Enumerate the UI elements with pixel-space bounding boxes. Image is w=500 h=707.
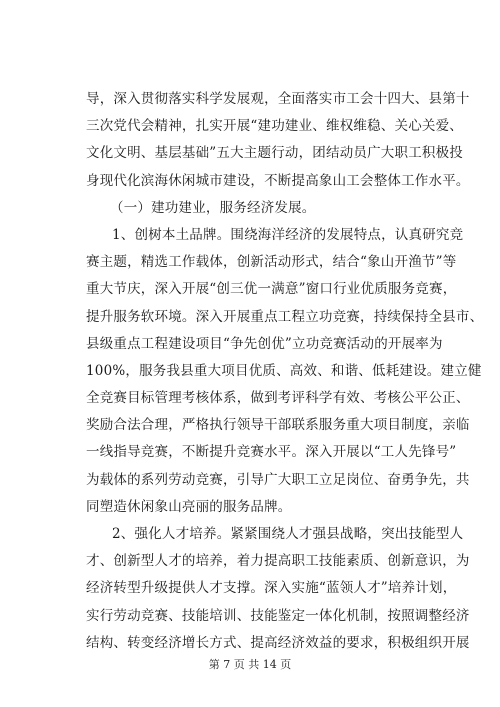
text-line: 为载体的系列劳动竞赛，引导广大职工立足岗位、奋勇争先，共 [86, 471, 470, 488]
text-line: 重大节庆，深入开展“创三优一满意”窗口行业优质服务竞赛， [86, 281, 457, 298]
text-line: 提升服务软环境。深入开展重点工程立功竞赛，持续保持全县市、 [86, 308, 484, 325]
paragraph-start-line: 1、创树本土品牌。围绕海洋经济的发展特点，认真研究竞 [112, 226, 464, 243]
text-line: 文化文明、基层基础”五大主题行动，团结动员广大职工积极投 [86, 145, 464, 162]
text-line: 县级重点工程建设项目“争先创优”立功竞赛活动的开展率为 [86, 335, 443, 352]
text-line: 赛主题，精选工作载体，创新活动形式，结合“象山开渔节”等 [86, 254, 457, 271]
text-line: 100%，服务我县重大项目优质、高效、和谐、低耗建设。建立健 [86, 362, 482, 379]
text-line: 一线指导竞赛，不断提升竞赛水平。深入开展以“工人先锋号” [86, 444, 457, 461]
section-heading: （一）建功建业，服务经济发展。 [110, 199, 316, 216]
text-line: 才、创新型人才的培养，着力提高职工技能素质、创新意识，为 [86, 553, 470, 570]
text-line: 同塑造休闲象山亮丽的服务品牌。 [86, 498, 292, 515]
text-line: 奖励合法合理，严格执行领导干部联系服务重大项目制度，亲临 [86, 417, 470, 434]
text-line: 经济转型升级提供人才支撑。深入实施“蓝领人才”培养计划， [86, 580, 457, 597]
text-line: 身现代化滨海休闲城市建设，不断提高象山工会整体工作水平。 [86, 172, 470, 189]
text-line: 结构、转变经济增长方式、提高经济效益的要求，积极组织开展 [86, 634, 470, 651]
text-line: 全竞赛目标管理考核体系，做到考评科学有效、考核公平公正、 [86, 390, 470, 407]
text-line: 三次党代会精神，扎实开展“建功建业、维权维稳、关心关爱、 [86, 118, 464, 135]
body-text [86, 86, 484, 657]
text-line: 实行劳动竞赛、技能培训、技能鉴定一体化机制，按照调整经济 [86, 607, 470, 624]
paragraph-start-line: 2、强化人才培养。紧紧围绕人才强县战略，突出技能型人 [112, 526, 464, 542]
page-number-footer: 第 7 页 共 14 页 [208, 658, 292, 671]
text-line: 导，深入贯彻落实科学发展观，全面落实市工会十四大、县第十 [86, 91, 470, 107]
